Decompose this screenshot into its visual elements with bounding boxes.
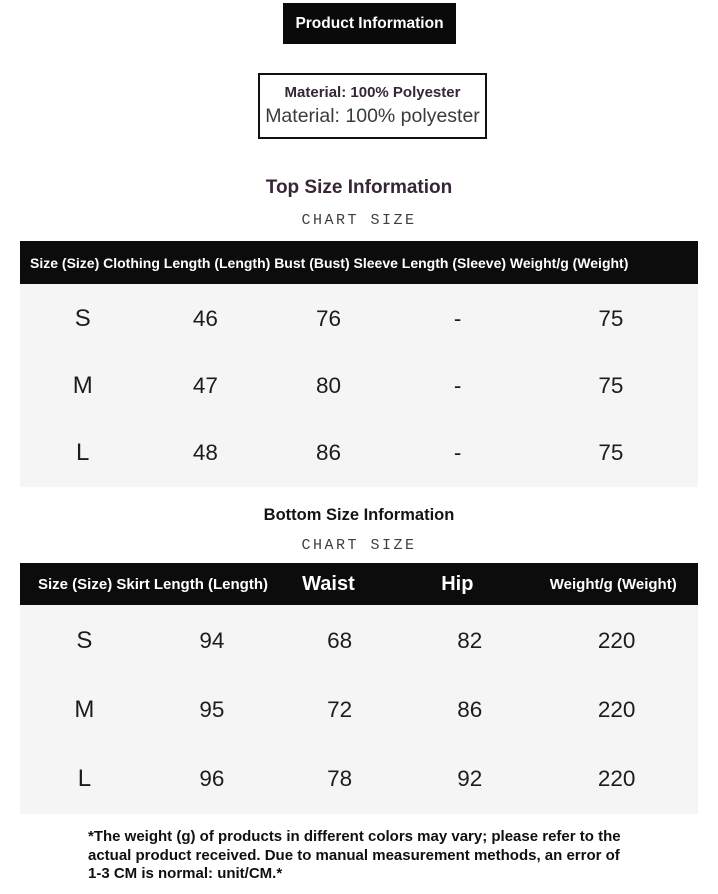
bottom-header-hip: Hip [441, 572, 474, 595]
cell-bust: 76 [315, 305, 341, 331]
bottom-header-waist: Waist [302, 572, 355, 595]
product-info-page [0, 3, 718, 884]
table-row [20, 606, 698, 675]
cell-waist: 72 [327, 696, 353, 722]
cell-bust: 80 [315, 372, 341, 398]
cell-sleeve-length: - [453, 372, 462, 398]
cell-clothing-length: 47 [192, 372, 218, 398]
table-row [20, 675, 698, 744]
material-box [258, 73, 487, 139]
top-table-body [20, 284, 698, 487]
cell-size: M [74, 695, 95, 723]
cell-hip: 92 [457, 765, 483, 791]
top-table-header [20, 241, 698, 284]
cell-skirt-length: 96 [199, 765, 225, 791]
table-row [20, 419, 698, 486]
banner-label: Product Information [295, 14, 444, 32]
top-size-heading: Top Size Information [265, 177, 453, 198]
table-row [20, 352, 698, 419]
cell-weight: 75 [598, 439, 624, 465]
cell-skirt-length: 95 [199, 696, 225, 722]
cell-bust: 86 [315, 439, 341, 465]
cell-hip: 82 [457, 627, 483, 653]
cell-waist: 68 [327, 627, 353, 653]
bottom-header-weight: Weight/g (Weight) [549, 575, 677, 593]
material-line-regular: Material: 100% polyester [265, 105, 480, 127]
cell-skirt-length: 94 [199, 627, 225, 653]
cell-size: L [77, 764, 92, 792]
table-row [20, 744, 698, 813]
product-information-banner [283, 3, 456, 44]
cell-sleeve-length: - [453, 305, 462, 331]
cell-size: M [72, 371, 93, 399]
cell-clothing-length: 46 [192, 305, 218, 331]
cell-sleeve-length: - [453, 439, 462, 465]
table-row [20, 285, 698, 352]
bottom-table-body [20, 605, 698, 814]
cell-weight: 75 [598, 372, 624, 398]
cell-weight: 220 [597, 696, 636, 722]
cell-weight: 75 [598, 305, 624, 331]
bottom-header-size-skirt: Size (Size) Skirt Length (Length) [38, 575, 269, 593]
cell-waist: 78 [327, 765, 353, 791]
footnote: *The weight (g) of products in different colors may vary; please refer to the actual product received. Due to manual measurement methods, an error of 1-3 CM is normal: unit/CM.* [88, 828, 621, 882]
bottom-size-table [20, 563, 698, 814]
cell-size: S [76, 626, 93, 654]
chart-size-label-bottom: CHART SIZE [301, 537, 417, 554]
bottom-size-heading: Bottom Size Information [263, 506, 455, 524]
material-line-bold: Material: 100% Polyester [284, 84, 461, 101]
cell-size: S [74, 304, 91, 332]
bottom-table-header [20, 563, 698, 605]
cell-weight: 220 [597, 765, 636, 791]
top-size-table [20, 241, 698, 487]
cell-size: L [76, 438, 90, 466]
chart-size-label-top: CHART SIZE [301, 212, 417, 229]
cell-hip: 86 [457, 696, 483, 722]
top-table-header-text: Size (Size) Clothing Length (Length) Bust (Bust) Sleeve Length (Sleeve) Weight/g (Weight) [30, 254, 629, 271]
cell-clothing-length: 48 [192, 439, 218, 465]
cell-weight: 220 [597, 627, 636, 653]
